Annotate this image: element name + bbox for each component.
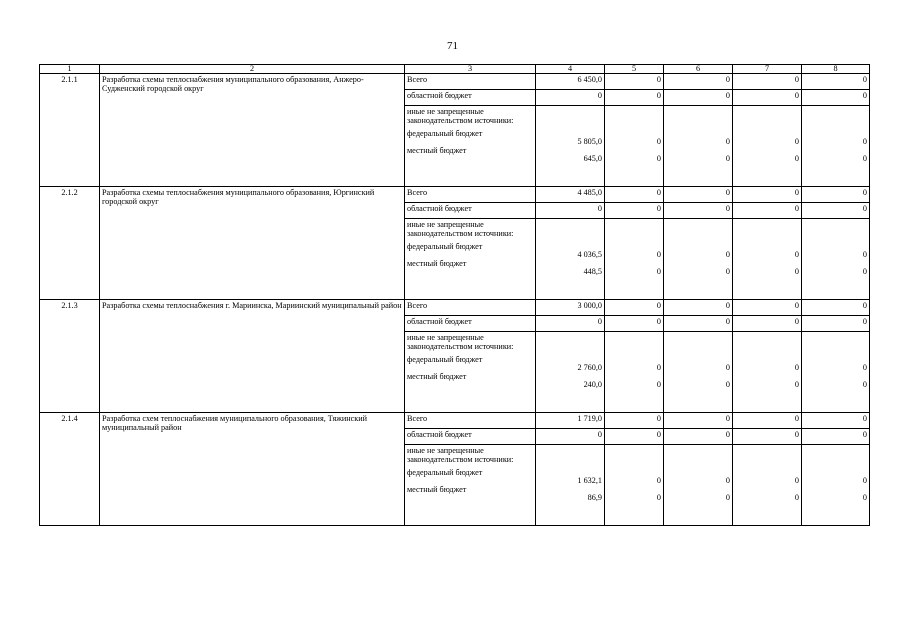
total-value: 0: [802, 413, 870, 429]
other-sources-values: [664, 332, 733, 413]
federal-value: 0: [862, 363, 867, 372]
total-label: Всего: [405, 187, 536, 203]
federal-value: 0: [725, 363, 730, 372]
total-value: 6 450,0: [536, 74, 605, 90]
local-value: 645,0: [583, 154, 602, 163]
total-value: 0: [605, 300, 664, 316]
local-value: 0: [725, 267, 730, 276]
other-sources-cell: [405, 445, 536, 526]
total-value: 0: [802, 300, 870, 316]
other-sources-cell: [405, 106, 536, 187]
total-value: 0: [605, 187, 664, 203]
local-value: 0: [794, 267, 799, 276]
federal-value: 0: [725, 476, 730, 485]
total-value: 0: [664, 413, 733, 429]
regional-value: 0: [733, 90, 802, 106]
federal-value: 0: [862, 476, 867, 485]
regional-value: 0: [802, 90, 870, 106]
local-value: 240,0: [583, 380, 602, 389]
total-value: 0: [802, 74, 870, 90]
column-number: 4: [536, 65, 605, 74]
other-sources-values: [605, 332, 664, 413]
regional-value: 0: [605, 429, 664, 445]
item-code: 2.1.4: [40, 413, 100, 526]
federal-value: 0: [725, 137, 730, 146]
column-number: 3: [405, 65, 536, 74]
federal-value: 0: [656, 137, 661, 146]
column-number: 8: [802, 65, 870, 74]
total-value: 0: [733, 300, 802, 316]
local-label: местный бюджет: [407, 258, 467, 268]
regional-value: 0: [733, 316, 802, 332]
other-sources-values: [733, 219, 802, 300]
column-number: 7: [733, 65, 802, 74]
total-row: [40, 187, 870, 203]
total-row: [40, 413, 870, 429]
regional-value: 0: [536, 90, 605, 106]
federal-value: 0: [656, 476, 661, 485]
local-label: местный бюджет: [407, 371, 467, 381]
other-sources-cell: [405, 332, 536, 413]
item-code: 2.1.2: [40, 187, 100, 300]
federal-label: федеральный бюджет: [407, 354, 483, 364]
column-number: 5: [605, 65, 664, 74]
regional-value: 0: [664, 429, 733, 445]
table-body: [40, 74, 870, 526]
regional-label: областной бюджет: [405, 316, 536, 332]
regional-label: областной бюджет: [405, 429, 536, 445]
total-label: Всего: [405, 74, 536, 90]
budget-table: [39, 64, 870, 526]
regional-value: 0: [733, 203, 802, 219]
other-sources-values: [536, 332, 605, 413]
other-sources-values: [536, 106, 605, 187]
regional-value: 0: [664, 90, 733, 106]
other-sources-values: [733, 332, 802, 413]
item-code: 2.1.3: [40, 300, 100, 413]
local-label: местный бюджет: [407, 484, 467, 494]
total-row: [40, 300, 870, 316]
total-value: 0: [664, 74, 733, 90]
local-value: 0: [862, 154, 867, 163]
total-value: 1 719,0: [536, 413, 605, 429]
other-sources-values: [664, 445, 733, 526]
local-value: 448,5: [583, 267, 602, 276]
federal-label: федеральный бюджет: [407, 241, 483, 251]
total-value: 0: [605, 413, 664, 429]
local-value: 0: [725, 493, 730, 502]
local-value: 0: [725, 154, 730, 163]
total-value: 0: [733, 74, 802, 90]
other-sources-values: [664, 106, 733, 187]
total-value: 0: [664, 187, 733, 203]
total-row: [40, 74, 870, 90]
item-title: Разработка схемы теплоснабжения муниципального образования, Юргинский городской округ: [100, 187, 405, 300]
column-number: 6: [664, 65, 733, 74]
other-sources-label: иные не запрещенные законодательством источники:: [407, 446, 514, 465]
other-sources-values: [802, 219, 870, 300]
federal-label: федеральный бюджет: [407, 467, 483, 477]
regional-value: 0: [802, 316, 870, 332]
item-title: Разработка схемы теплоснабжения г. Мариинска, Мариинский муниципальный район: [100, 300, 405, 413]
regional-value: 0: [733, 429, 802, 445]
federal-value: 0: [794, 476, 799, 485]
total-label: Всего: [405, 413, 536, 429]
federal-value: 0: [794, 137, 799, 146]
other-sources-label: иные не запрещенные законодательством источники:: [407, 107, 514, 126]
regional-value: 0: [605, 203, 664, 219]
column-number: 1: [40, 65, 100, 74]
total-value: 0: [733, 413, 802, 429]
total-value: 0: [733, 187, 802, 203]
other-sources-values: [733, 445, 802, 526]
local-value: 0: [794, 154, 799, 163]
federal-value: 2 760,0: [577, 363, 602, 372]
other-sources-values: [802, 332, 870, 413]
local-value: 0: [794, 493, 799, 502]
total-value: 0: [802, 187, 870, 203]
local-value: 0: [862, 267, 867, 276]
other-sources-label: иные не запрещенные законодательством источники:: [407, 333, 514, 352]
federal-value: 0: [656, 250, 661, 259]
federal-value: 0: [862, 137, 867, 146]
local-value: 0: [656, 380, 661, 389]
regional-value: 0: [605, 90, 664, 106]
total-value: 3 000,0: [536, 300, 605, 316]
other-sources-values: [605, 445, 664, 526]
column-number-row: [40, 65, 870, 74]
local-value: 0: [794, 380, 799, 389]
local-value: 0: [656, 267, 661, 276]
other-sources-label: иные не запрещенные законодательством источники:: [407, 220, 514, 239]
federal-value: 0: [794, 363, 799, 372]
federal-value: 0: [656, 363, 661, 372]
other-sources-cell: [405, 219, 536, 300]
regional-label: областной бюджет: [405, 90, 536, 106]
column-number: 2: [100, 65, 405, 74]
total-value: 0: [605, 74, 664, 90]
total-label: Всего: [405, 300, 536, 316]
regional-value: 0: [536, 429, 605, 445]
local-value: 0: [656, 493, 661, 502]
other-sources-values: [536, 445, 605, 526]
other-sources-values: [536, 219, 605, 300]
regional-value: 0: [536, 203, 605, 219]
federal-value: 5 805,0: [577, 137, 602, 146]
federal-value: 4 036,5: [577, 250, 602, 259]
federal-value: 1 632,1: [577, 476, 602, 485]
regional-label: областной бюджет: [405, 203, 536, 219]
page-number: 71: [447, 40, 458, 52]
item-title: Разработка схем теплоснабжения муниципального образования, Тяжинский муниципальный район: [100, 413, 405, 526]
regional-value: 0: [605, 316, 664, 332]
total-value: 4 485,0: [536, 187, 605, 203]
local-value: 0: [725, 380, 730, 389]
other-sources-values: [605, 106, 664, 187]
federal-label: федеральный бюджет: [407, 128, 483, 138]
item-code: 2.1.1: [40, 74, 100, 187]
federal-value: 0: [725, 250, 730, 259]
other-sources-values: [605, 219, 664, 300]
local-label: местный бюджет: [407, 145, 467, 155]
federal-value: 0: [794, 250, 799, 259]
regional-value: 0: [664, 203, 733, 219]
local-value: 86,9: [587, 493, 602, 502]
item-title: Разработка схемы теплоснабжения муниципального образования, Анжеро-Судженский городской округ: [100, 74, 405, 187]
other-sources-values: [802, 445, 870, 526]
other-sources-values: [733, 106, 802, 187]
regional-value: 0: [664, 316, 733, 332]
local-value: 0: [862, 493, 867, 502]
other-sources-values: [802, 106, 870, 187]
total-value: 0: [664, 300, 733, 316]
local-value: 0: [656, 154, 661, 163]
regional-value: 0: [802, 203, 870, 219]
federal-value: 0: [862, 250, 867, 259]
local-value: 0: [862, 380, 867, 389]
regional-value: 0: [802, 429, 870, 445]
other-sources-values: [664, 219, 733, 300]
regional-value: 0: [536, 316, 605, 332]
